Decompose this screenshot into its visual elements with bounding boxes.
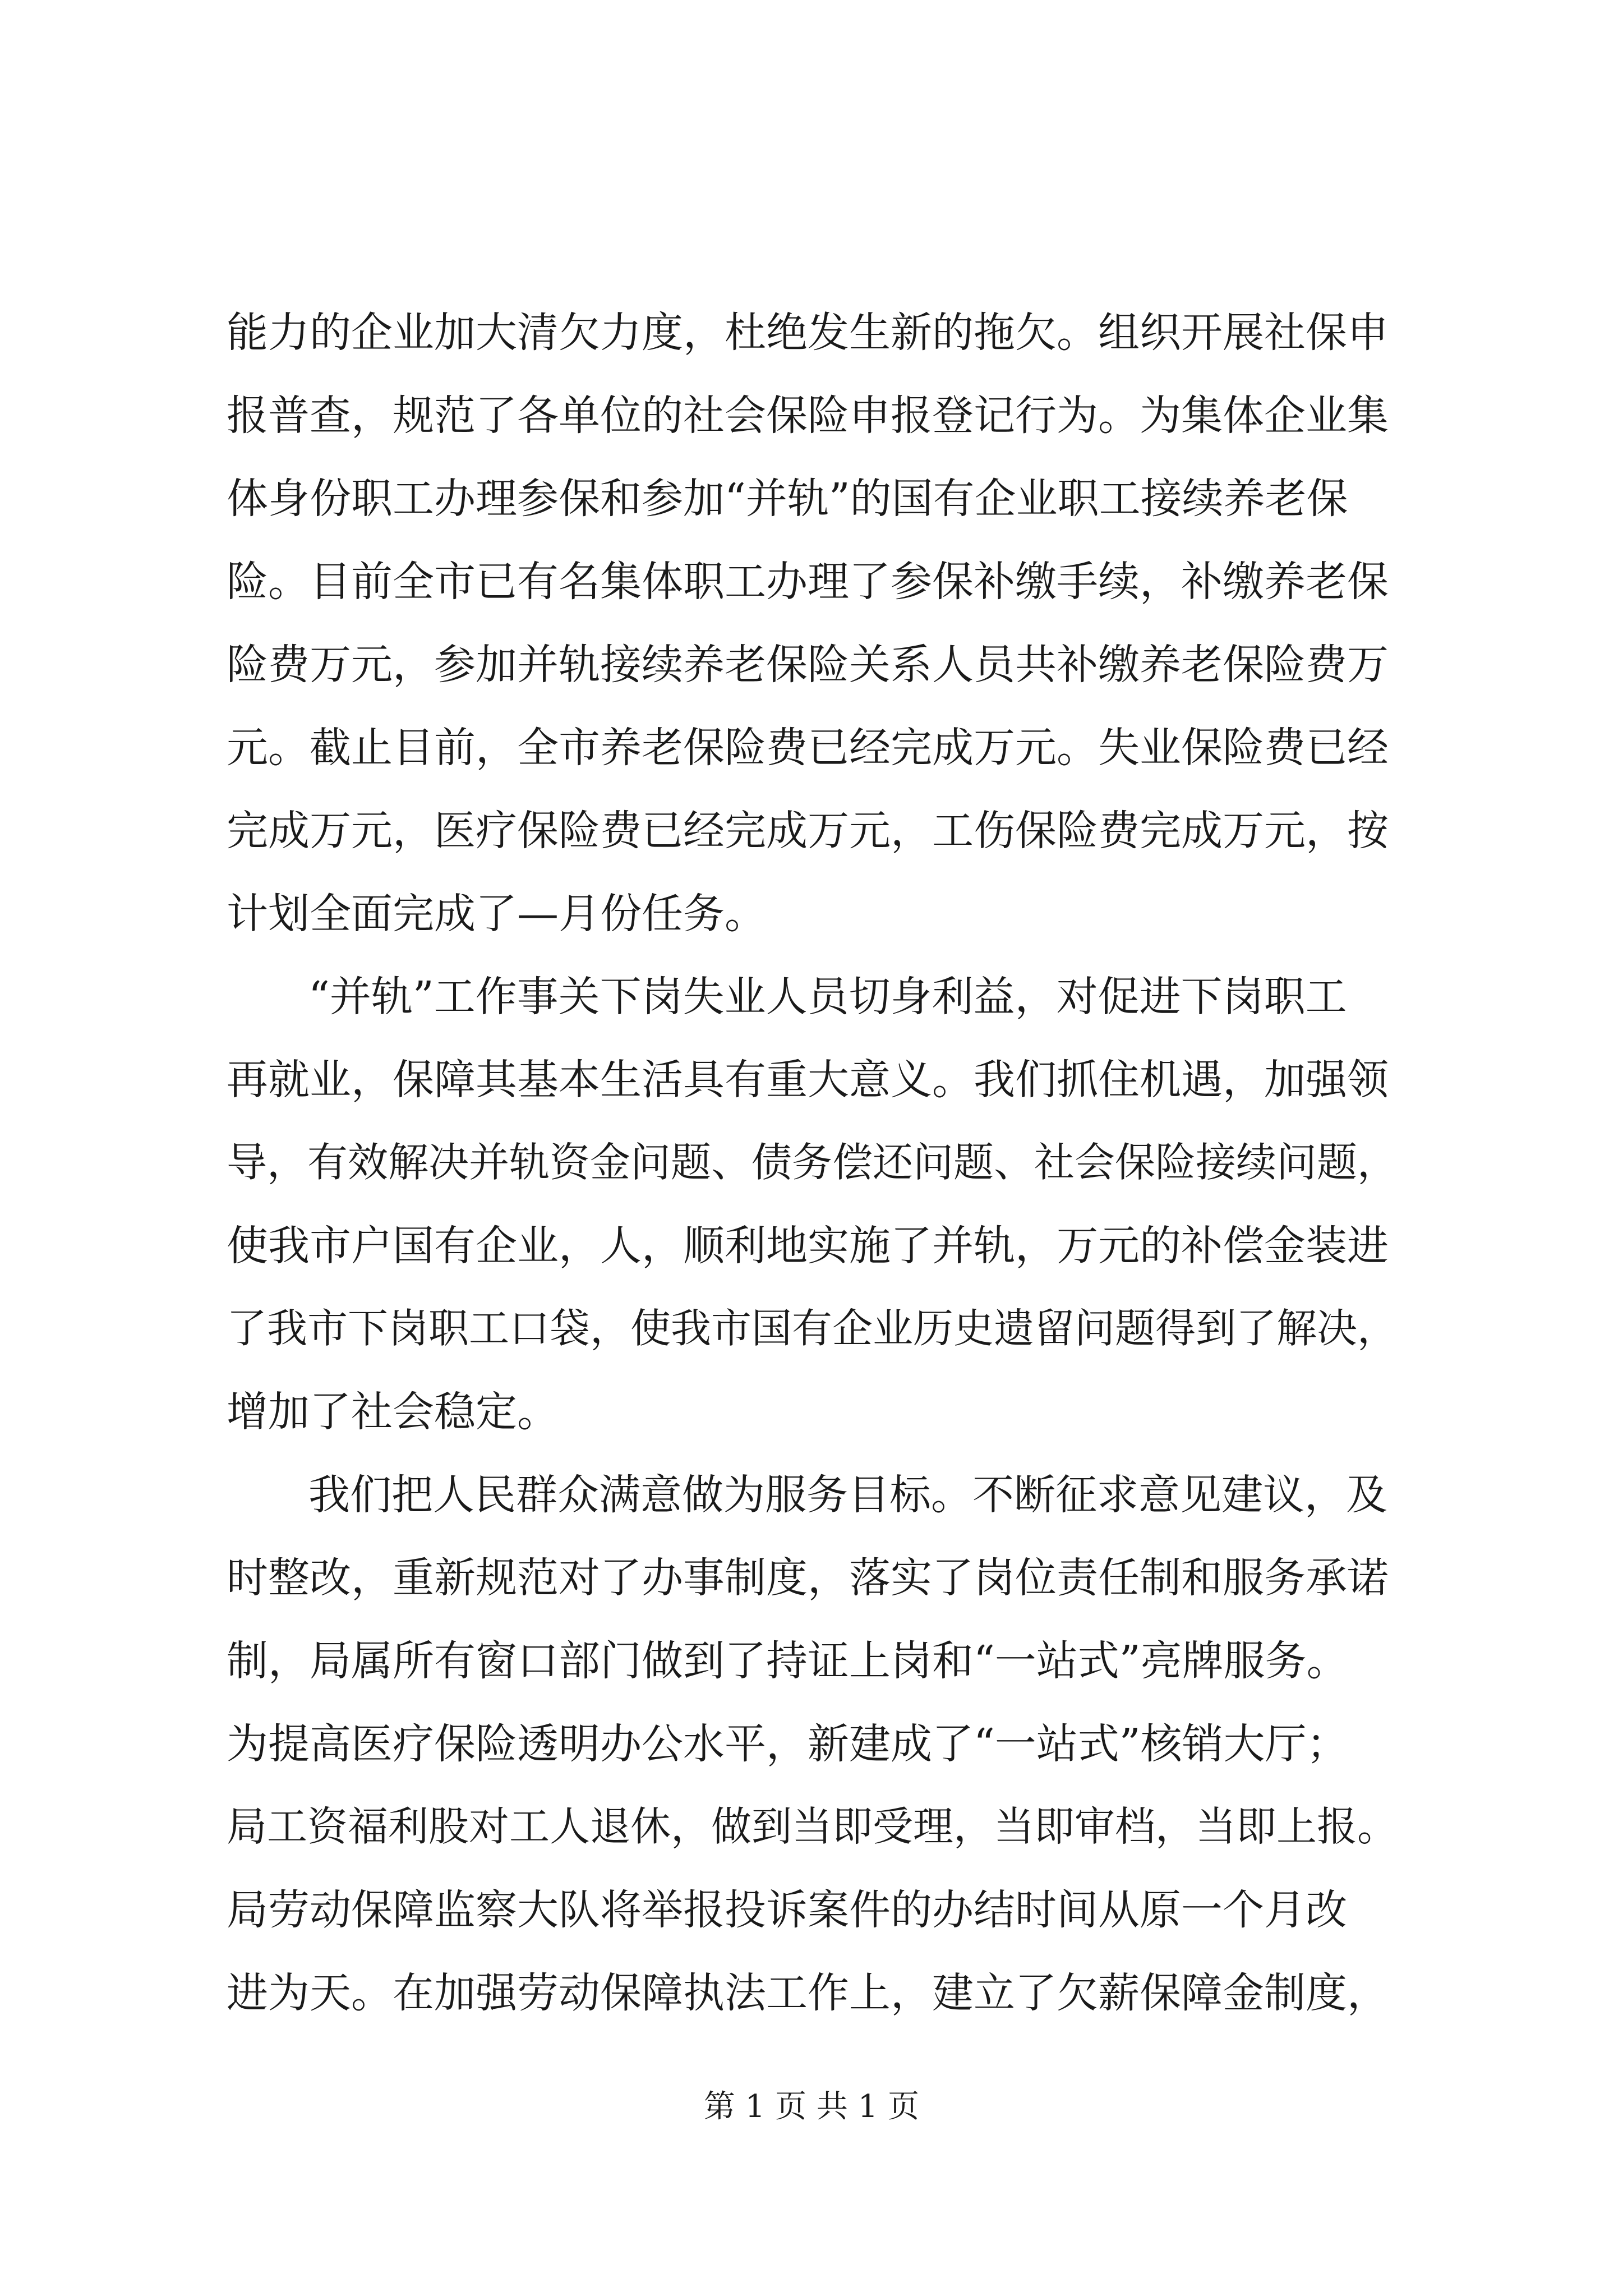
text-line-11: 导，有效解决并轨资金问题、债务偿还问题、社会保险接续问题， <box>227 1139 1398 1186</box>
text-line-10: 再就业，保障其基本生活具有重大意义。我们抓住机遇，加强领 <box>227 1056 1389 1104</box>
text-line-9: “并轨”工作事关下岗失业人员切身利益，对促进下岗职工 <box>308 973 1347 1021</box>
text-line-14: 增加了社会稳定。 <box>227 1388 559 1436</box>
text-line-5: 险费万元，参加并轨接续养老保险关系人员共补缴养老保险费万 <box>227 641 1389 689</box>
text-line-12: 使我市户国有企业，人，顺利地实施了并轨，万元的补偿金装进 <box>227 1222 1389 1270</box>
text-line-15: 我们把人民群众满意做为服务目标。不断征求意见建议，及 <box>308 1471 1387 1519</box>
text-line-1: 能力的企业加大清欠力度，杜绝发生新的拖欠。组织开展社保申 <box>227 309 1389 357</box>
text-line-20: 局劳动保障监察大队将举报投诉案件的办结时间从原一个月改 <box>227 1886 1347 1934</box>
text-line-8: 计划全面完成了—月份任务。 <box>227 890 766 938</box>
text-line-13: 了我市下岗职工口袋，使我市国有企业历史遗留问题得到了解决， <box>227 1305 1398 1352</box>
text-line-3: 体身份职工办理参保和参加“并轨”的国有企业职工接续养老保 <box>227 475 1348 523</box>
text-line-4: 险。目前全市已有名集体职工办理了参保补缴手续，补缴养老保 <box>227 558 1389 606</box>
text-line-2: 报普查，规范了各单位的社会保险申报登记行为。为集体企业集 <box>227 392 1389 440</box>
text-line-16: 时整改，重新规范对了办事制度，落实了岗位责任制和服务承诺 <box>227 1554 1389 1602</box>
text-line-7: 完成万元，医疗保险费已经完成万元，工伤保险费完成万元，按 <box>227 807 1389 855</box>
text-line-18: 为提高医疗保险透明办公水平，新建成了“一站式”核销大厅； <box>227 1720 1348 1768</box>
text-line-6: 元。截止目前，全市养老保险费已经完成万元。失业保险费已经 <box>227 724 1389 772</box>
page-number-footer: 第 1 页 共 1 页 <box>703 2088 920 2125</box>
text-line-17: 制，局属所有窗口部门做到了持证上岗和“一站式”亮牌服务。 <box>227 1637 1348 1685</box>
text-line-21: 进为天。在加强劳动保障执法工作上，建立了欠薪保障金制度， <box>227 1969 1389 2017</box>
text-line-19: 局工资福利股对工人退休，做到当即受理，当即审档，当即上报。 <box>227 1803 1398 1850</box>
